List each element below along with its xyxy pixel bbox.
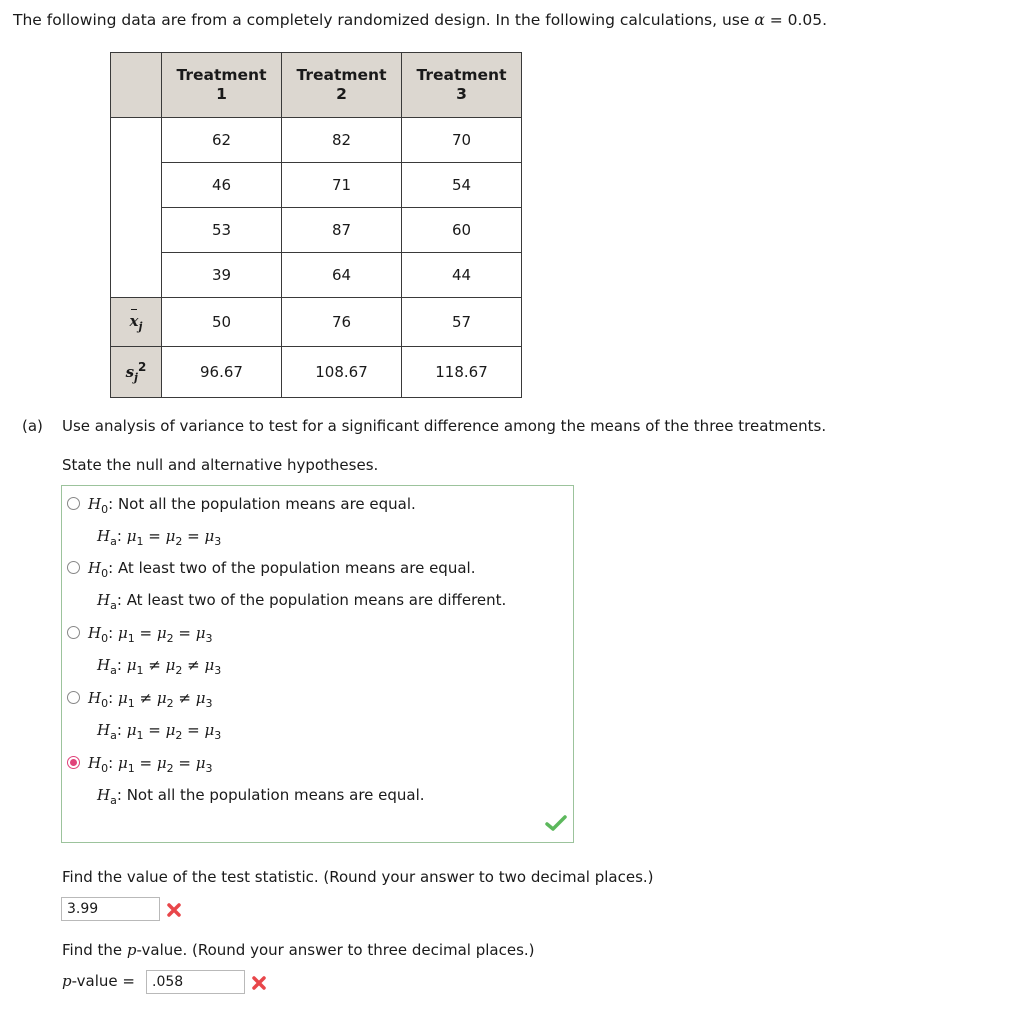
table-cell: 70 [402,118,522,163]
radio-option-2[interactable] [67,561,80,574]
variance-label: $s_j^2$ [111,347,162,398]
radio-option-3[interactable] [67,626,80,639]
option-5[interactable]: $H_0$: $\mu_1 = \mu_2 = \mu_3$ $H_a$: Not all the population means are equal. [67,750,425,814]
table-cell: 64 [282,253,402,298]
table-variance-row [111,347,522,398]
variance-cell: 118.67 [402,347,522,398]
header-treatment-2: Treatment 2 [282,53,402,118]
problem-intro [13,11,827,29]
pvalue-label: p-value = [62,972,135,990]
test-statistic-prompt: Find the value of the test statistic. (Round your answer to two decimal places.) [62,868,654,886]
header-treatment-3: Treatment 3 [402,53,522,118]
option-3[interactable]: $H_0$: $\mu_1 = \mu_2 = \mu_3$ $H_a$: $\mu_1 \ne \mu_2 \ne \mu_3$ [67,620,221,684]
table-row [111,163,522,208]
mean-cell: 50 [162,298,282,347]
hypotheses-options-box [61,485,574,843]
table-cell: 87 [282,208,402,253]
radio-option-4[interactable] [67,691,80,704]
table-row [111,253,522,298]
table-side-blank [111,118,162,298]
state-hypotheses-prompt: State the null and alternative hypotheses. [62,456,379,474]
option-4[interactable]: $H_0$: $\mu_1 \ne \mu_2 \ne \mu_3$ $H_a$: $\mu_1 = \mu_2 = \mu_3$ [67,685,221,749]
variance-cell: 108.67 [282,347,402,398]
intro-text-before: The following data are from a completely randomized design. In the following calculations, use [13,11,755,29]
option-1[interactable]: $H_0$: Not all the population means are equal. $H_a$: $\mu_1 = \mu_2 = \mu_3$ [67,491,416,555]
table-cell: 60 [402,208,522,253]
mean-cell: 76 [282,298,402,347]
table-header-row [111,53,522,118]
incorrect-x-icon [251,975,267,995]
table-cell: 82 [282,118,402,163]
pvalue-input[interactable]: .058 [146,970,245,994]
table-row [111,208,522,253]
pvalue-prompt: Find the p-value. (Round your answer to three decimal places.) [62,941,535,959]
part-a-tag: (a) [22,417,43,435]
radio-option-1[interactable] [67,497,80,510]
table-cell: 39 [162,253,282,298]
incorrect-x-icon [166,902,182,922]
header-treatment-1: Treatment 1 [162,53,282,118]
variance-cell: 96.67 [162,347,282,398]
test-statistic-input[interactable]: 3.99 [61,897,160,921]
part-a-question [22,417,826,435]
radio-option-5-selected[interactable] [67,756,80,769]
option-2[interactable]: $H_0$: At least two of the population means are equal. $H_a$: At least two of the population means are different. [67,555,506,619]
table-cell: 54 [402,163,522,208]
table-cell: 53 [162,208,282,253]
mean-label: $x_j$ [111,298,162,347]
table-mean-row [111,298,522,347]
table-cell: 46 [162,163,282,208]
part-a-text: Use analysis of variance to test for a significant difference among the means of the three treatments. [62,417,827,435]
correct-check-icon [545,814,567,836]
table-cell: 62 [162,118,282,163]
mean-cell: 57 [402,298,522,347]
table-cell: 71 [282,163,402,208]
table-row [111,118,522,163]
data-table [110,52,522,398]
intro-text-after: = 0.05. [764,11,828,29]
table-cell: 44 [402,253,522,298]
alpha-symbol: α [754,11,765,29]
table-corner-cell [111,53,162,118]
